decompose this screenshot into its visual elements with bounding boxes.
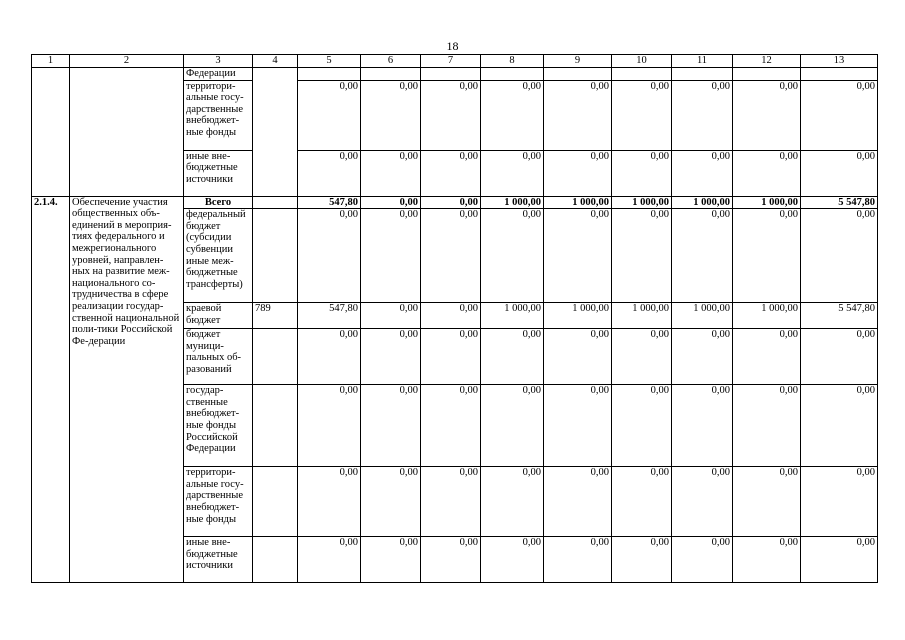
- budget-table: [31, 54, 878, 583]
- value-cell: 0,00: [801, 537, 878, 583]
- value-cell: 0,00: [481, 537, 544, 583]
- value-cell: 0,00: [481, 209, 544, 303]
- value-cell: 0,00: [361, 196, 421, 209]
- value-cell: 0,00: [421, 385, 481, 467]
- value-cell: 0,00: [733, 385, 801, 467]
- value-cell: 1 000,00: [672, 303, 733, 329]
- value-cell: 547,80: [298, 303, 361, 329]
- value-cell: 0,00: [361, 329, 421, 385]
- value-cell: 0,00: [298, 209, 361, 303]
- total-row: [32, 196, 878, 209]
- value-cell: 0,00: [733, 80, 801, 150]
- table-row: [32, 68, 878, 81]
- source-cell: территори-альные госу-дарственные внебюджет-ные фонды: [184, 467, 253, 537]
- value-cell: 0,00: [544, 329, 612, 385]
- value-cell: 0,00: [481, 385, 544, 467]
- value-cell: 0,00: [481, 150, 544, 196]
- value-cell: 0,00: [361, 209, 421, 303]
- code-cell: [253, 385, 298, 467]
- value-cell: 0,00: [612, 467, 672, 537]
- value-cell: [612, 68, 672, 81]
- column-header-7: 7: [421, 55, 481, 68]
- column-header-12: 12: [733, 55, 801, 68]
- code-cell: [253, 329, 298, 385]
- value-cell: 0,00: [672, 385, 733, 467]
- value-cell: 0,00: [361, 303, 421, 329]
- value-cell: 1 000,00: [481, 196, 544, 209]
- value-cell: 0,00: [421, 537, 481, 583]
- value-cell: 0,00: [544, 467, 612, 537]
- column-header-4: 4: [253, 55, 298, 68]
- value-cell: 0,00: [421, 303, 481, 329]
- value-cell: 0,00: [672, 209, 733, 303]
- column-header-2: 2: [70, 55, 184, 68]
- value-cell: 0,00: [421, 329, 481, 385]
- value-cell: 0,00: [801, 150, 878, 196]
- code-cell: [253, 196, 298, 209]
- value-cell: 0,00: [361, 385, 421, 467]
- value-cell: 0,00: [612, 537, 672, 583]
- value-cell: 0,00: [421, 150, 481, 196]
- value-cell: [733, 68, 801, 81]
- column-header-row: [32, 55, 878, 68]
- source-cell: бюджет муници-пальных об-разований: [184, 329, 253, 385]
- value-cell: [361, 68, 421, 81]
- source-cell: федеральный бюджет (субсидии субвенции иные меж-бюджетные трансферты): [184, 209, 253, 303]
- value-cell: 0,00: [421, 80, 481, 150]
- source-cell: иные вне-бюджетные источники: [184, 537, 253, 583]
- value-cell: 0,00: [612, 80, 672, 150]
- source-cell: территори-альные госу-дарственные внебюджет-ные фонды: [184, 80, 253, 150]
- source-cell: краевой бюджет: [184, 303, 253, 329]
- value-cell: 0,00: [298, 150, 361, 196]
- column-header-6: 6: [361, 55, 421, 68]
- value-cell: 0,00: [421, 467, 481, 537]
- code-cell: [253, 467, 298, 537]
- value-cell: 5 547,80: [801, 303, 878, 329]
- code-cell: [253, 209, 298, 303]
- value-cell: 0,00: [544, 385, 612, 467]
- value-cell: [421, 68, 481, 81]
- source-cell: Всего: [184, 196, 253, 209]
- section-number: 2.1.4.: [32, 196, 70, 583]
- value-cell: [544, 68, 612, 81]
- value-cell: 0,00: [672, 329, 733, 385]
- value-cell: 0,00: [733, 537, 801, 583]
- value-cell: 0,00: [801, 329, 878, 385]
- value-cell: 0,00: [672, 150, 733, 196]
- code-cell: 789: [253, 303, 298, 329]
- value-cell: 0,00: [481, 80, 544, 150]
- value-cell: 0,00: [612, 385, 672, 467]
- value-cell: 0,00: [298, 467, 361, 537]
- value-cell: 1 000,00: [612, 303, 672, 329]
- value-cell: 0,00: [612, 150, 672, 196]
- value-cell: 0,00: [801, 467, 878, 537]
- value-cell: 0,00: [801, 80, 878, 150]
- code-cell: [253, 537, 298, 583]
- value-cell: 0,00: [544, 150, 612, 196]
- value-cell: 0,00: [544, 209, 612, 303]
- value-cell: 0,00: [298, 329, 361, 385]
- value-cell: 0,00: [544, 80, 612, 150]
- value-cell: 0,00: [298, 80, 361, 150]
- column-header-8: 8: [481, 55, 544, 68]
- table-body: [32, 68, 878, 583]
- value-cell: [801, 68, 878, 81]
- value-cell: 0,00: [361, 150, 421, 196]
- column-header-3: 3: [184, 55, 253, 68]
- value-cell: 0,00: [361, 80, 421, 150]
- column-header-5: 5: [298, 55, 361, 68]
- value-cell: 5 547,80: [801, 196, 878, 209]
- value-cell: 0,00: [612, 329, 672, 385]
- value-cell: 0,00: [421, 196, 481, 209]
- value-cell: 0,00: [421, 209, 481, 303]
- value-cell: 1 000,00: [733, 303, 801, 329]
- value-cell: 0,00: [612, 209, 672, 303]
- source-cell: Федерации: [184, 68, 253, 81]
- value-cell: [672, 68, 733, 81]
- value-cell: 0,00: [672, 80, 733, 150]
- value-cell: 0,00: [298, 385, 361, 467]
- column-header-11: 11: [672, 55, 733, 68]
- value-cell: 1 000,00: [612, 196, 672, 209]
- value-cell: 1 000,00: [544, 303, 612, 329]
- value-cell: 0,00: [672, 537, 733, 583]
- column-header-9: 9: [544, 55, 612, 68]
- value-cell: 547,80: [298, 196, 361, 209]
- value-cell: 0,00: [672, 467, 733, 537]
- column-header-13: 13: [801, 55, 878, 68]
- value-cell: 0,00: [801, 385, 878, 467]
- source-cell: иные вне-бюджетные источники: [184, 150, 253, 196]
- value-cell: 0,00: [544, 537, 612, 583]
- value-cell: 0,00: [733, 150, 801, 196]
- section-title: Обеспечение участия общественных объ-единений в мероприя-тиях федерального и межрегионального уровней, направлен-ных на развитие меж-национального со-трудничества в сфере реализации государ-ственной национальной поли-тики Российской Фе-дерации: [70, 196, 184, 583]
- column-header-10: 10: [612, 55, 672, 68]
- source-cell: государ-ственные внебюджет-ные фонды Российской Федерации: [184, 385, 253, 467]
- value-cell: 0,00: [733, 209, 801, 303]
- value-cell: 0,00: [733, 467, 801, 537]
- row-number-cell: [32, 68, 70, 197]
- value-cell: 0,00: [801, 209, 878, 303]
- value-cell: 0,00: [361, 467, 421, 537]
- value-cell: 0,00: [481, 467, 544, 537]
- value-cell: 1 000,00: [481, 303, 544, 329]
- column-header-1: 1: [32, 55, 70, 68]
- value-cell: 0,00: [733, 329, 801, 385]
- value-cell: [481, 68, 544, 81]
- code-cell: [253, 68, 298, 197]
- value-cell: 1 000,00: [672, 196, 733, 209]
- value-cell: 0,00: [481, 329, 544, 385]
- value-cell: 1 000,00: [544, 196, 612, 209]
- value-cell: [298, 68, 361, 81]
- description-cell: [70, 68, 184, 197]
- value-cell: 0,00: [361, 537, 421, 583]
- page-number: 18: [446, 39, 459, 53]
- value-cell: 1 000,00: [733, 196, 801, 209]
- value-cell: 0,00: [298, 537, 361, 583]
